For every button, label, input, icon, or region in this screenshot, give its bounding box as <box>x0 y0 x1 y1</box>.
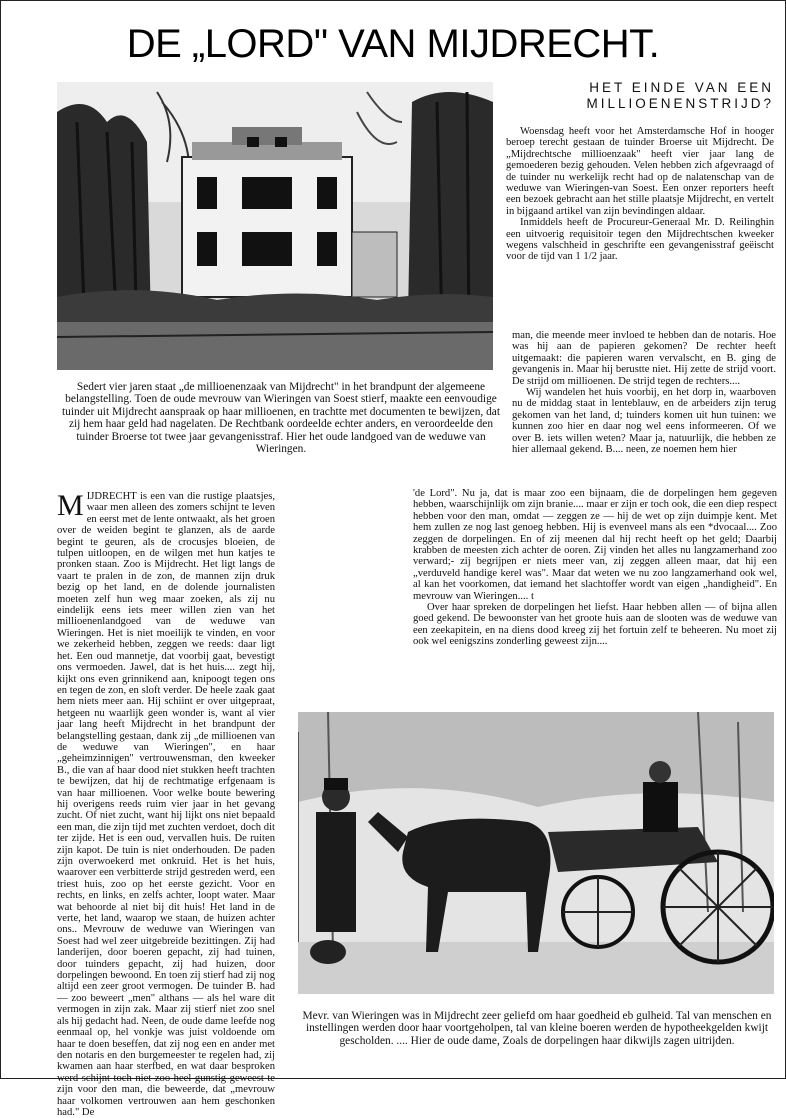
subheadline-line-2: MILLIOENENSTRIJD? <box>586 96 774 111</box>
body-paragraph: Wij wandelen het huis voorbij, en het dorp in, waarboven nu de middag staat in lenteblauw, en de arbeiders zijn terug gekomen van het land, d; tuinders komen uit hun tuinen: we kunnen zoo hier en daar nog wel eens informeeren. Of we over B. iets willen weten? Maar ja, natuurlijk, die hebben ze hier allemaal gekend. B.... neen, ze noemen hem hier <box>512 387 776 456</box>
intro-paragraph: Woensdag heeft voor het Amsterdamsche Hof in hooger beroep terecht gestaan de tuinder Broerse uit Mijdrecht. De „Mijdrechtsche millioenzaak" heeft vier jaar lang de gemoederen bezig gehouden. Velen hebben zich afgevraagd of de tuinder nu werkelijk recht had op de nalatenschap van de weduwe van Wieringen-van Soest. Een onzer reporters heeft een bezoek gebracht aan het stille plaatsje Mijdrecht, en vertelt in bijgaand artikel van zijn bevindingen aldaar. <box>506 126 774 217</box>
body-paragraph: Over haar spreken de dorpelingen het liefst. Haar hebben allen — of bijna allen goed gekend. De bewoonster van het groote huis aan de slooten was de weduwe van een zeekapitein, en na diens dood kreeg zij het fortuin zelf te beheeren. Nu moet zij ook wel eenigszins zonderling geweest zijn.... <box>413 602 777 648</box>
right-column-top <box>512 330 776 455</box>
carriage-caption-text: Mevr. van Wieringen was in Mijdrecht zeer geliefd om haar goedheid eb gulheid. Tal van menschen en instellingen werden door haar voortgeholpen, tal van kleine boeren werden de hypotheekgelden kwijt gescholden. .... Hier de oude dame, Zoals de dorpelingen haar dikwijls zagen uitrijden. <box>302 1010 772 1047</box>
page-title: DE „LORD" VAN MIJDRECHT. <box>126 22 660 66</box>
carriage-photo <box>298 712 774 994</box>
body-paragraph: man, die meende meer invloed te hebben dan de notaris. Hoe was hij aan de papieren gekomen? De rechter heeft uitgemaakt: die papieren waren vervalscht, en B. ging de gevangenis in. Maar hij berustte niet. Hij zette de strijd voort. De strijd om millioenen. De strijd tegen de rechters.... <box>512 330 776 387</box>
intro-text <box>506 126 774 263</box>
photo-house-icon <box>57 82 493 370</box>
right-column-middle <box>413 488 777 648</box>
opening-paragraph <box>57 491 275 1118</box>
opening-text: IJDRECHT is een van die rustige plaatsjes, waar men alleen des zomers schijnt te leven en eerst met de lente ontwaakt, als het groen over de weiden begint te glanzen, als de aarde begint te geuren, als de crocusjes bloeien, de tulpen uitloopen, en de wilgen met hun katjes te pronken staan. Zoo is Mijdrecht. Het ligt langs de vaart te pralen in de zon, de mannen zijn druk bezig op het land, en de dolende journalisten moeten zelf hun weg maar zoeken, als zij nu eindelijk eens iets meer willen zien van het millioenenlandgoed van de weduwe van Wieringen. Het is niet moeilijk te vinden, en voor we zekerheid hebben, zeggen we reeds: daar ligt het. Een oud mannetje, dat voorbij gaat, bevestigt ons vermoeden. Jawel, dat is het huis.... zegt hij, kijkt ons even grinnikend aan, knipoogt tegen ons en tegen de zon, en sloft verder. De heele zaak gaat hem niets meer aan. Hij schiint er over uitgepraat, hetgeen nu waarlijk geen wonder is, want al vier jaar lang heeft Mijdrecht in het brandpunt der belangstelling gestaan, dank zij „de millioenen van de weduwe van Wieringen", en haar „geheimzinnigen" vertrouwensman, den kweeker B., die van af haar dood niet stukken heeft trachten te bewijzen, dat hij de rechtmatige erfgenaam is van haar millioenen. Voor welke boute bewering hij overigens reeds ruim vier jaar in het gevang zucht. Of niet zucht, want hij lijkt ons niet bepaald een man, die zijn tijd met zuchten verdoet, doch dit ter zijde. Het is een oud, vervallen huis. De ruiten zijn kapot. De tuin is niet onderhouden. De paden zijn overwoekerd met onkruid. Het is het huis, waarover een verbitterde strijd gestreden werd, een triest huis, zoo op het eerste gezicht. Voor en rechts, en links, en zelfs achter, loopt water. Maar wat behoorde al niet bij dit huis! Het land in de verte, het land, waarop we staan, de huizen achter ons.. Mevrouw de weduwe van Wieringen van Soest had wel zeer uitgebreide bezittingen. Zij had landerijen, door boeren gepacht, zij had tuinen, door tuinders gepacht, zij had huizen, door dorpelingen bewoond. En toen zij stierf had zij nog altijd een zeer groot vermogen. De tuinder B. had — zoo beweert „men" althans — als hel ware dit vermogen in zijn zak. Maar zij stierf niet zoo snel als hij gedacht had. Neen, de oude dame leefde nog eenmaal op, hel vonkje was juist voldoende om haar te doen beseffen, dat zij nog een en ander met den notaris en den burgemeester te regelen had, zij kwamen aan haar sterfbed, en wat daar besproken werd schijnt toch niet zoo heel gunstig geweest te zijn voor den man, die beweerde, dat „mevrouw haar volkomen vertrouwen aan hem geschonken had." De <box>57 491 275 1118</box>
house-caption-text: Sedert vier jaren staat „de millioenenzaak van Mijdrecht" in het brandpunt der algemeene belangstelling. Toen de oude mevrouw van Wieringen van Soest stierf, maakte een eenvoudige tuinder uit Mijdrecht aanspraak op haar millioenen, en trachtte met documenten te bewijzen, dat zij hem haar geld had nagelaten. De Rechtbank oordeelde echter anders, en veroordeelde den tuinder Broerse tot twee jaar gevangenisstraf. Hier het oude landgoed van de weduwe van Wieringen. <box>61 381 501 456</box>
subheadline-line-1: HET EINDE VAN EEN <box>589 80 774 95</box>
body-paragraph: 'de Lord". Nu ja, dat is maar zoo een bijnaam, die de dorpelingen hem gegeven hebben, waarschijnlijk om zijn branie.... maar er zijn er toch ook, die een diep respect hebben voor den man, omdat — zeggen ze — hij de wet op zijn duimpje kent. Met hem zullen ze nog last genoeg hebben. Hij is evenveel mans als een *dvocaal.... Zoo zeggen de dorpelingen. En of zij meenen dal hij recht heeft op het geld; Daarbij krabben de meesten zich achter de ooren. Zij vinden het alles nu langzamerhand zoo verward;- zij begrijpen er niets meer van, zij zeggen alleen maar, dat hij een „verduveld handige kerel was". Maar dat weten we nu zoo langzamerhand ook wel, al kan het voorkomen, dat iemand het slachtoffer wordt van eigen „handigheid". En mevrouw van Wieringen.... t <box>413 488 777 602</box>
drop-cap: M <box>57 489 84 522</box>
carriage-caption <box>298 1010 776 1047</box>
subheadline <box>506 80 774 112</box>
house-caption <box>57 381 505 455</box>
left-body-column <box>57 491 275 1118</box>
photo-carriage-icon <box>298 712 774 994</box>
house-photo <box>57 82 493 370</box>
intro-paragraph: Inmiddels heeft de Procureur-Generaal Mr. D. Reilinghin een uitvoerig requisitoir tegen den Mijdrechtschen kweeker wegens valschheid in geschrifte een gevangenisstraf geëischt voor de tijd van 1 1/2 jaar. <box>506 217 774 263</box>
